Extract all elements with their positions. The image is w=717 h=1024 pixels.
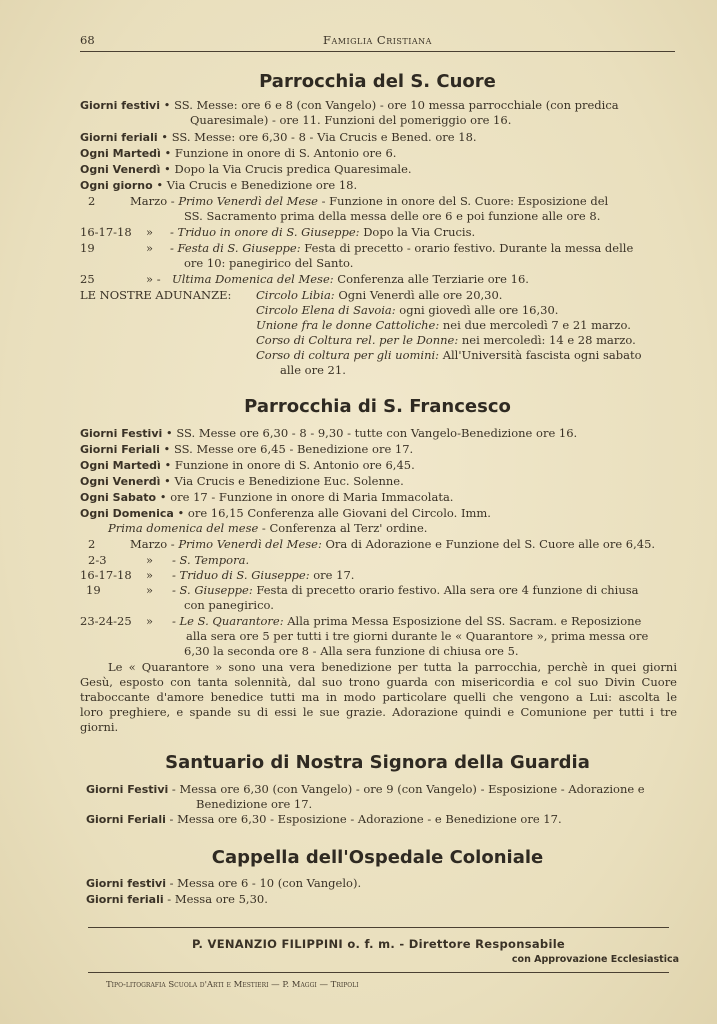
event-line [172, 569, 354, 582]
schedule-line [80, 99, 619, 112]
event-name: Prima domenica del mese [108, 521, 259, 535]
meeting-text: nei due mercoledì 7 e 21 marzo. [439, 318, 631, 332]
event-name: - Triduo di S. Giuseppe: [172, 568, 310, 582]
ditto-mark: » - [146, 272, 161, 286]
day-label: Giorni feriali [80, 131, 158, 144]
event-line [170, 242, 633, 255]
running-title: Famiglia Cristiana [323, 33, 432, 47]
schedule-line [80, 147, 396, 160]
event-text: Conferenza alle Terziarie ore 16. [333, 272, 529, 286]
date-number: 16-17-18 [80, 225, 132, 239]
ditto-mark: » [146, 583, 154, 597]
day-label: Ogni Domenica [80, 507, 174, 520]
event-cont: ore 10: panegirico del Santo. [184, 256, 354, 270]
event-text: Festa di precetto orario festivo. Alla sera ore 4 funzione di chiusa [252, 583, 639, 597]
event-name: - S. Tempora. [172, 553, 250, 567]
schedule-line [86, 813, 562, 826]
schedule-line [80, 179, 357, 192]
event-text: - Conferenza al Terz' ordine. [258, 521, 428, 535]
schedule-line [86, 877, 361, 890]
schedule-text: • Dopo la Via Crucis predica Quaresimale. [160, 162, 412, 176]
month: Marzo - [130, 537, 179, 551]
paragraph-line: traboccante d'amore benedice tutti ma in modo particolare quelli che vengono a Lui: ascolta le [80, 690, 677, 704]
event-text: Ora di Adorazione e Funzione del S. Cuore alle ore 6,45. [321, 537, 656, 551]
meeting-name: Circolo Libia: [256, 288, 335, 302]
schedule-text: • ore 16,15 Conferenza alle Giovani del Circolo. Imm. [173, 506, 491, 520]
event-line [172, 273, 529, 286]
event-name: - Le S. Quarantore: [172, 614, 284, 628]
date-number: 2 [88, 537, 96, 551]
director-line: P. VENANZIO FILIPPINI o. f. m. - Direttore Responsabile [191, 937, 566, 951]
event-text: Alla prima Messa Esposizione del SS. Sacram. e Reposizione [283, 614, 642, 628]
schedule-text: - Messa ore 5,30. [163, 892, 268, 906]
schedule-line [80, 475, 404, 488]
event-name: - Triduo in onore di S. Giuseppe: [170, 225, 360, 239]
event-line [172, 584, 639, 597]
day-label: Giorni festivi [80, 99, 160, 112]
schedule-text: • SS. Messe: ore 6 e 8 (con Vangelo) - ore 10 messa parrocchiale (con predica [159, 98, 619, 112]
event-name: - Festa di S. Giuseppe: [170, 241, 301, 255]
monthly-line [108, 522, 427, 535]
day-label: Ogni Venerdì [80, 475, 161, 488]
footer-rule-bottom [88, 972, 669, 973]
day-label: Giorni Festivi [86, 783, 169, 796]
schedule-text: • ore 17 - Funzione in onore di Maria Immacolata. [156, 490, 454, 504]
section-title-san-francesco: Parrocchia di S. Francesco [244, 396, 511, 417]
section-title-sacro-cuore: Parrocchia del S. Cuore [259, 71, 496, 92]
page-number: 68 [80, 33, 95, 47]
schedule-line [80, 427, 577, 440]
day-label: Ogni Venerdì [80, 163, 161, 176]
schedule-text: • Funzione in onore di S. Antonio ore 6. [160, 146, 397, 160]
schedule-text: • SS. Messe: ore 6,30 - 8 - Via Crucis e Bened. ore 18. [157, 130, 477, 144]
meeting-line [256, 334, 636, 347]
day-label: Giorni feriali [86, 893, 164, 906]
event-line [170, 226, 475, 239]
ditto-mark: » [146, 568, 154, 582]
ditto-mark: » [146, 225, 154, 239]
event-text: ore 17. [309, 568, 355, 582]
event-cont: SS. Sacramento prima della messa delle ore 6 e poi funzione alle ore 8. [184, 209, 601, 223]
paragraph-line: giorni. [80, 720, 119, 734]
event-text: Dopo la Via Crucis. [359, 225, 476, 239]
event-text: - Funzione in onore del S. Cuore: Esposizione del [317, 194, 609, 208]
event-name: - S. Giuseppe: [172, 583, 253, 597]
event-text: Festa di precetto - orario festivo. Durante la messa delle [300, 241, 634, 255]
event-line [172, 615, 641, 628]
schedule-line [80, 459, 415, 472]
day-label: Giorni festivi [86, 877, 166, 890]
section-title-santuario: Santuario di Nostra Signora della Guardia [165, 752, 590, 773]
schedule-text: • Via Crucis e Benedizione ore 18. [152, 178, 358, 192]
meeting-line [256, 349, 642, 362]
event-name: Primo Venerdì del Mese [178, 194, 318, 208]
header-rule [80, 51, 675, 52]
section-title-cappella: Cappella dell'Ospedale Coloniale [211, 847, 544, 868]
meeting-line [256, 319, 631, 332]
day-label: Ogni giorno [80, 179, 153, 192]
paragraph-line: loro preghiere, e spande su di essi le sue grazie. Adorazione quindi e Comunione per tutti i tre [80, 705, 677, 719]
paragraph-line: Gesù, esposto con tanta solennità, dal suo trono guarda con misericordia e col suo Divin Cuore [80, 675, 677, 689]
meeting-name: Corso di coltura per gli uomini: [256, 348, 440, 362]
paragraph-line: Le « Quarantore » sono una vera benedizione per tutta la parrocchia, perchè in quei giorni [108, 660, 677, 674]
schedule-text: - Messa ore 6 - 10 (con Vangelo). [165, 876, 362, 890]
schedule-text: - Messa ore 6,30 - Esposizione - Adorazione - e Benedizione ore 17. [165, 812, 562, 826]
event-line [172, 554, 249, 567]
meeting-name: Corso di Coltura rel. per le Donne: [256, 333, 459, 347]
day-label: Giorni Festivi [80, 427, 163, 440]
meeting-name: Circolo Elena di Savoia: [256, 303, 396, 317]
schedule-cont: Benedizione ore 17. [196, 797, 313, 811]
event-cont: alla sera ore 5 per tutti i tre giorni durante le « Quarantore », prima messa ore [186, 629, 649, 643]
schedule-line [86, 783, 645, 796]
event-name: Primo Venerdì del Mese: [178, 537, 322, 551]
meeting-text: ogni giovedì alle ore 16,30. [395, 303, 559, 317]
meeting-line [256, 304, 558, 317]
day-label: Giorni Feriali [86, 813, 166, 826]
schedule-line [80, 163, 412, 176]
event-name: Ultima Domenica del Mese: [172, 272, 334, 286]
event-line [130, 538, 655, 551]
date-number: 25 [80, 272, 95, 286]
schedule-text: • SS. Messe ore 6,30 - 8 - 9,30 - tutte con Vangelo-Benedizione ore 16. [162, 426, 578, 440]
meeting-name: Unione fra le donne Cattoliche: [256, 318, 440, 332]
date-number: 19 [86, 583, 101, 597]
meetings-label: LE NOSTRE ADUNANZE: [80, 288, 232, 302]
approval-line: con Approvazione Ecclesiastica [511, 954, 679, 965]
date-number: 2-3 [88, 553, 107, 567]
printer-imprint: Tipo-litografia Scuola d'Arti e Mestieri — P. Maggi — Tripoli [106, 980, 359, 990]
day-label: Giorni Feriali [80, 443, 160, 456]
footer-rule-top [88, 927, 669, 928]
ditto-mark: » [146, 241, 154, 255]
schedule-line [86, 893, 268, 906]
day-label: Ogni Sabato [80, 491, 157, 504]
event-line [130, 195, 608, 208]
schedule-line [80, 131, 477, 144]
date-number: 16-17-18 [80, 568, 132, 582]
day-label: Ogni Martedì [80, 459, 161, 472]
running-header [80, 33, 675, 49]
meeting-text: nei mercoledì: 14 e 28 marzo. [458, 333, 636, 347]
schedule-text: • SS. Messe ore 6,45 - Benedizione ore 17. [159, 442, 414, 456]
day-label: Ogni Martedì [80, 147, 161, 160]
event-cont: 6,30 la seconda ore 8 - Alla sera funzione di chiusa ore 5. [184, 644, 519, 658]
date-number: 23-24-25 [80, 614, 132, 628]
schedule-text: • Funzione in onore di S. Antonio ore 6,45. [160, 458, 415, 472]
meeting-line [256, 289, 502, 302]
month: Marzo - [130, 194, 179, 208]
schedule-line [80, 507, 491, 520]
schedule-text: - Messa ore 6,30 (con Vangelo) - ore 9 (con Vangelo) - Esposizione - Adorazione e [168, 782, 645, 796]
schedule-cont: Quaresimale) - ore 11. Funzioni del pomeriggio ore 16. [190, 113, 512, 127]
ditto-mark: » [146, 553, 154, 567]
schedule-text: • Via Crucis e Benedizione Euc. Solenne. [160, 474, 404, 488]
date-number: 2 [88, 194, 96, 208]
date-number: 19 [80, 241, 95, 255]
schedule-line [80, 491, 453, 504]
meeting-cont: alle ore 21. [280, 363, 346, 377]
meeting-text: Ogni Venerdì alle ore 20,30. [334, 288, 503, 302]
event-cont: con panegirico. [184, 598, 274, 612]
meeting-text: All'Università fascista ogni sabato [439, 348, 642, 362]
ditto-mark: » [146, 614, 154, 628]
schedule-line [80, 443, 413, 456]
